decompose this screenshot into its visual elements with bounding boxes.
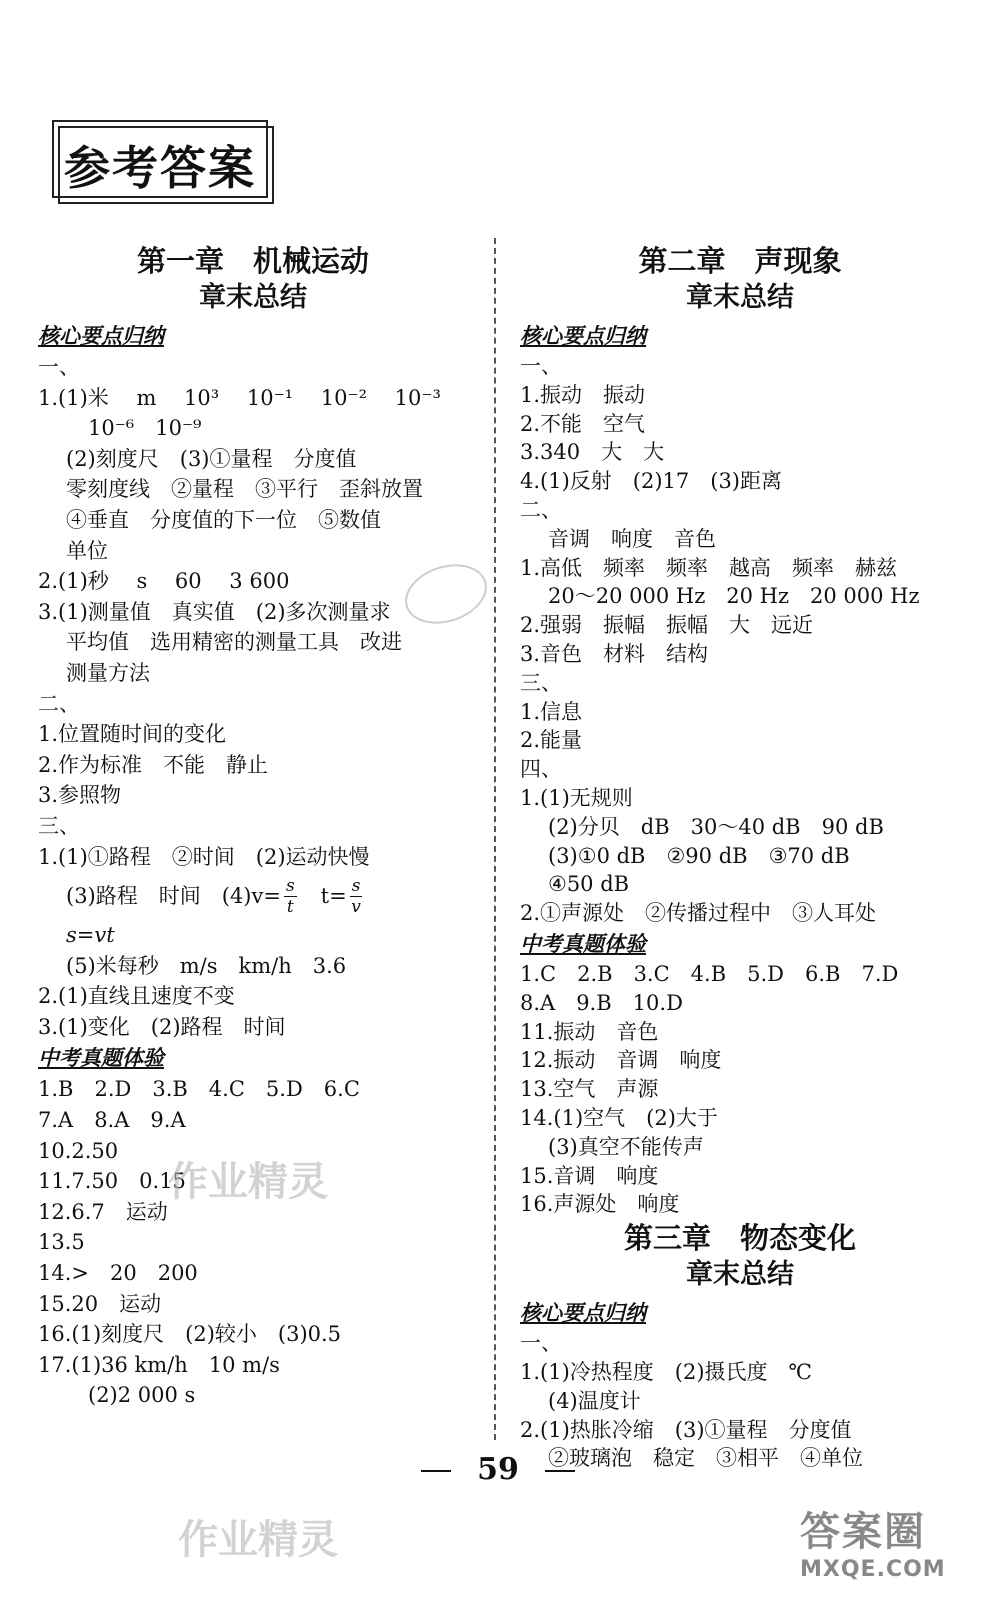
chapter-3-title: 第三章 物态变化 — [623, 1221, 856, 1256]
answer-line: 2.不能 空气 — [520, 411, 646, 436]
answer-line: (2)分贝 dB 30～40 dB 90 dB — [548, 814, 884, 839]
answer-line: 平均值 选用精密的测量工具 改进 — [66, 630, 402, 655]
answer-line: (3)真空不能传声 — [548, 1134, 704, 1159]
answer-line: 2.能量 — [520, 728, 583, 753]
answer-line: 14.(1)空气 (2)大于 — [520, 1105, 718, 1130]
answer-line: 12.振动 音调 响度 — [520, 1048, 722, 1073]
answer-line: 2.(1)热胀冷缩 (3)①量程 分度值 — [520, 1417, 852, 1442]
answer-line: s=vt — [66, 923, 115, 948]
answer-line: 2.(1)直线且速度不变 — [38, 984, 235, 1009]
fraction-denominator: t — [286, 896, 294, 917]
answer-line: 3.音色 材料 结构 — [520, 641, 709, 666]
answer-line: 2.作为标准 不能 静止 — [38, 752, 269, 777]
answer-line: (2)刻度尺 (3)①量程 分度值 — [66, 446, 357, 471]
answer-line: 4.(1)反射 (2)17 (3)距离 — [520, 469, 782, 494]
answer-line: 20～20 000 Hz 20 Hz 20 000 Hz — [548, 584, 920, 609]
answer-line: 12.6.7 运动 — [38, 1199, 168, 1224]
answer-line: 13.空气 声源 — [520, 1077, 659, 1102]
fraction-s-over-t — [284, 876, 297, 917]
answer-line: 二、 — [38, 691, 80, 716]
formula-line — [38, 872, 468, 920]
answer-line: 一、 — [520, 354, 562, 378]
answer-line: 1.(1)米 m 10³ 10⁻¹ 10⁻² 10⁻³ — [38, 385, 441, 410]
answer-line: ②玻璃泡 稳定 ③相平 ④单位 — [548, 1446, 863, 1471]
answer-line: 测量方法 — [66, 660, 150, 685]
answer-line: 四、 — [520, 757, 562, 782]
answer-line: 11.7.50 0.15 — [38, 1169, 186, 1194]
answer-line: 1.(1)无规则 — [520, 785, 633, 810]
answer-line: 11.振动 音色 — [520, 1019, 659, 1044]
answer-line: 2.①声源处 ②传播过程中 ③人耳处 — [520, 901, 877, 926]
answer-line: 15.音调 响度 — [520, 1163, 659, 1188]
fraction-s-over-v — [350, 876, 363, 917]
answer-line: 10⁻⁶ 10⁻⁹ — [88, 416, 202, 441]
answer-line: 16.声源处 响度 — [520, 1192, 680, 1217]
logo-text: 答案圈 — [800, 1509, 926, 1555]
answer-line: 3.340 大 大 — [520, 440, 665, 465]
watermark: 作业精灵 — [178, 1517, 338, 1563]
logo-domain: MXQE.COM — [800, 1557, 946, 1582]
answer-line: 14.> 20 200 — [38, 1261, 198, 1286]
column-divider — [494, 238, 496, 1440]
section-heading: 核心要点归纳 — [38, 324, 164, 348]
answer-line: 15.20 运动 — [38, 1291, 162, 1316]
formula-prefix: (3)路程 时间 (4)v= — [66, 883, 281, 908]
answer-line: 二、 — [520, 497, 562, 522]
answer-line: 1.信息 — [520, 699, 583, 724]
fraction-numerator: s — [285, 875, 295, 896]
answer-line: (5)米每秒 m/s km/h 3.6 — [66, 953, 347, 978]
answer-line: 1.B 2.D 3.B 4.C 5.D 6.C — [38, 1077, 360, 1102]
answer-line: 17.(1)36 km/h 10 m/s — [38, 1352, 280, 1377]
page-title: 参考答案 — [64, 141, 256, 195]
answer-line: 8.A 9.B 10.D — [520, 990, 683, 1015]
answer-line: 1.(1)①路程 ②时间 (2)运动快慢 — [38, 844, 370, 869]
chapter-1-subtitle: 章末总结 — [199, 282, 307, 313]
answer-line: 2.强弱 振幅 振幅 大 远近 — [520, 613, 814, 638]
answer-line: 单位 — [66, 538, 108, 563]
chapter-3-subtitle: 章末总结 — [686, 1259, 794, 1291]
answer-line: (4)温度计 — [548, 1388, 641, 1413]
answer-line: ④垂直 分度值的下一位 ⑤数值 — [66, 507, 381, 532]
answer-line: 一、 — [520, 1331, 562, 1356]
site-logo — [800, 1500, 970, 1590]
answer-line: ④50 dB — [548, 872, 630, 897]
answer-line: 16.(1)刻度尺 (2)较小 (3)0.5 — [38, 1322, 342, 1347]
answer-line: 1.位置随时间的变化 — [38, 722, 227, 747]
answer-line: 3.(1)变化 (2)路程 时间 — [38, 1014, 286, 1039]
left-column — [38, 242, 468, 1411]
section-heading: 核心要点归纳 — [520, 1301, 646, 1326]
answer-line: 音调 响度 音色 — [548, 526, 716, 551]
answer-line: 3.参照物 — [38, 783, 122, 808]
watermark: 作业精灵 — [168, 1159, 328, 1205]
answer-line: 1.振动 振动 — [520, 382, 646, 407]
answer-line: 零刻度线 ②量程 ③平行 歪斜放置 — [66, 477, 423, 502]
answer-line: 2.(1)秒 s 60 3 600 — [38, 569, 290, 594]
answer-line: 1.高低 频率 频率 越高 频率 赫兹 — [520, 555, 898, 580]
answer-line: 三、 — [520, 670, 562, 695]
answer-line: 10.2.50 — [38, 1138, 119, 1163]
answer-line: (2)2 000 s — [88, 1383, 196, 1408]
answer-line: 1.C 2.B 3.C 4.B 5.D 6.B 7.D — [520, 961, 899, 986]
answer-line: 三、 — [38, 813, 80, 838]
answer-line: 1.(1)冷热程度 (2)摄氏度 ℃ — [520, 1359, 813, 1384]
title-box — [52, 120, 268, 198]
answer-line: 13.5 — [38, 1230, 85, 1255]
fraction-numerator: s — [351, 875, 361, 896]
answer-line: 7.A 8.A 9.A — [38, 1108, 186, 1133]
section-heading: 中考真题体验 — [38, 1046, 164, 1071]
chapter-2-subtitle: 章末总结 — [686, 282, 794, 313]
right-column — [520, 242, 960, 1473]
answer-line: (3)①0 dB ②90 dB ③70 dB — [548, 843, 850, 868]
section-heading: 核心要点归纳 — [520, 324, 646, 348]
answer-line: 一、 — [38, 355, 80, 379]
chapter-2-title: 第二章 声现象 — [638, 244, 842, 278]
fraction-denominator: v — [351, 896, 361, 917]
chapter-1-title: 第一章 机械运动 — [136, 244, 369, 278]
formula-middle: t= — [299, 883, 347, 908]
answer-line: 3.(1)测量值 真实值 (2)多次测量求 — [38, 599, 391, 624]
page-number: 59 — [0, 1452, 996, 1487]
section-heading: 中考真题体验 — [520, 931, 646, 956]
